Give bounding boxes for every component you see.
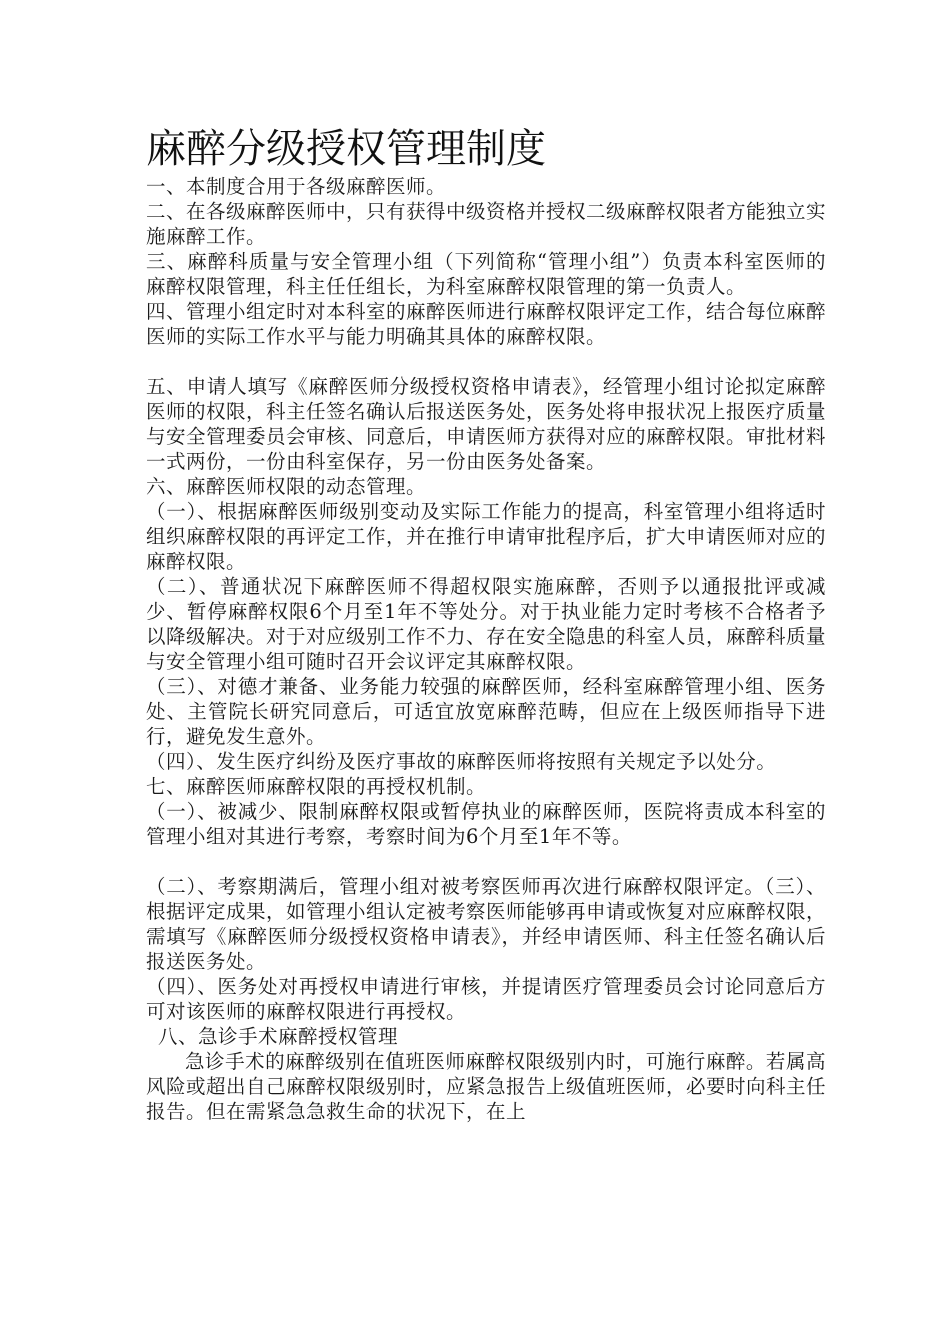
section-8-heading: 八、急诊手术麻醉授权管理 [158, 1025, 399, 1048]
paragraph-3: 三、麻醉科质量与安全管理小组（下列简称“管理小组”）负责本科室医师的麻醉权限管理，科主任任组长，为科室麻醉权限管理的第一负责人。 [146, 250, 826, 298]
paragraph-1: 一、本制度合用于各级麻醉医师。 [146, 175, 447, 198]
section-6-heading: 六、麻醉医师权限的动态管理。 [146, 475, 427, 498]
paragraph-6-4: （四）、发生医疗纠纷及医疗事故的麻醉医师将按照有关规定予以处分。 [146, 750, 777, 773]
paragraph-6-3: （三）、对德才兼备、业务能力较强的麻醉医师，经科室麻醉管理小组、医务处、主管院长研究同意后，可适宜放宽麻醉范畴，但应在上级医师指导下进行，避免发生意外。 [146, 675, 826, 748]
paragraph-6-2: （二）、普通状况下麻醉医师不得超权限实施麻醉，否则予以通报批评或减少、暂停麻醉权限6个月至1年不等处分。对于执业能力定时考核不合格者予以降级解决。对于对应级别工作不力、存在安全隐患的科室人员，麻醉科质量与安全管理小组可随时召开会议评定其麻醉权限。 [146, 575, 827, 673]
document-title: 麻醉分级授权管理制度 [146, 126, 546, 172]
paragraph-5: 五、申请人填写《麻醉医师分级授权资格申请表》，经管理小组讨论拟定麻醉医师的权限，科主任签名确认后报送医务处，医务处将申报状况上报医疗质量与安全管理委员会审核、同意后，申请医师方获得对应的麻醉权限。审批材料一式两份，一份由科室保存，另一份由医务处备案。 [146, 375, 827, 473]
paragraph-4: 四、管理小组定时对本科室的麻醉医师进行麻醉权限评定工作，结合每位麻醉医师的实际工作水平与能力明确其具体的麻醉权限。 [146, 300, 827, 348]
paragraph-7-1: （一）、被减少、限制麻醉权限或暂停执业的麻醉医师，医院将责成本科室的管理小组对其进行考察，考察时间为6个月至1年不等。 [146, 800, 826, 848]
paragraph-7-4: （四）、医务处对再授权申请进行审核，并提请医疗管理委员会讨论同意后方可对该医师的麻醉权限进行再授权。 [146, 975, 826, 1023]
section-7-heading: 七、麻醉医师麻醉权限的再授权机制。 [146, 775, 487, 798]
paragraph-6-1: （一）、根据麻醉医师级别变动及实际工作能力的提高，科室管理小组将适时组织麻醉权限的再评定工作，并在推行申请审批程序后，扩大申请医师对应的麻醉权限。 [146, 500, 827, 573]
paragraph-7-2-3: （二）、考察期满后，管理小组对被考察医师再次进行麻醉权限评定。（三）、根据评定成果，如管理小组认定被考察医师能够再申请或恢复对应麻醉权限，需填写《麻醉医师分级授权资格申请表》，并经申请医师、科主任签名确认后报送医务处。 [146, 875, 827, 973]
paragraph-8-body: 急诊手术的麻醉级别在值班医师麻醉权限级别内时，可施行麻醉。若属高风险或超出自己麻醉权限级别时，应紧急报告上级值班医师，必要时向科主任报告。但在需紧急急救生命的状况下，在上 [146, 1050, 827, 1123]
paragraph-2: 二、在各级麻醉医师中，只有获得中级资格并授权二级麻醉权限者方能独立实施麻醉工作。 [146, 200, 827, 248]
document-body [146, 174, 826, 1124]
